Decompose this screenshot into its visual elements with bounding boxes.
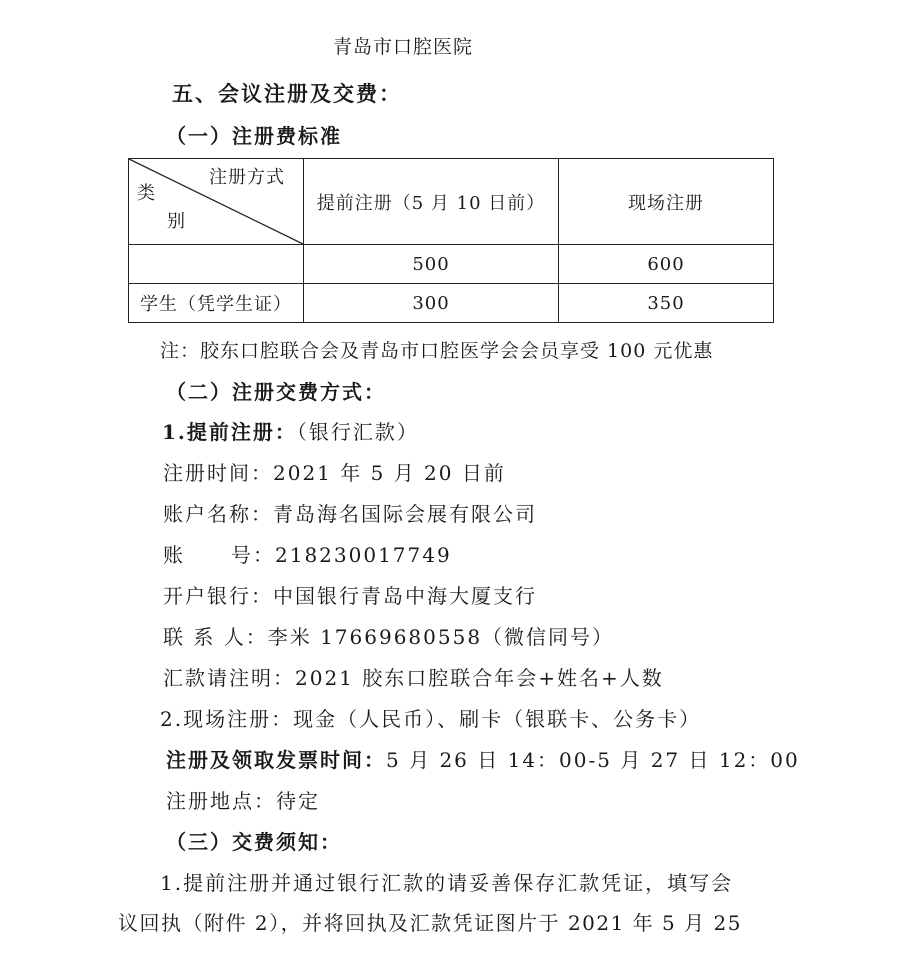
table-header-row bbox=[129, 159, 774, 245]
contact-line bbox=[163, 621, 614, 650]
onsite-registration: 2.现场注册：现金（人民币）、刷卡（银联卡、公务卡） bbox=[160, 707, 702, 731]
early-registration-line bbox=[162, 416, 419, 445]
subsection-title-payment-method: （二）注册交费方式： bbox=[166, 380, 386, 404]
invoice-time: 5 月 26 日 14：00-5 月 27 日 12：00 bbox=[386, 748, 800, 772]
row-category bbox=[129, 245, 304, 284]
account-name: 账户名称：青岛海名国际会展有限公司 bbox=[163, 502, 537, 526]
invoice-time-label: 注册及领取发票时间： bbox=[166, 748, 386, 772]
row-category: 学生（凭学生证） bbox=[129, 284, 304, 323]
discount-note: 注：胶东口腔联合会及青岛市口腔医学会会员享受 100 元优惠 bbox=[160, 340, 714, 362]
account-number-line bbox=[163, 539, 452, 568]
corner-label-category-2: 别 bbox=[167, 211, 186, 232]
corner-label-category-1: 类 bbox=[137, 183, 156, 204]
column-header-early: 提前注册（5 月 10 日前） bbox=[304, 159, 559, 245]
row-early-fee: 300 bbox=[304, 284, 559, 323]
account-number-label-2: 号： bbox=[231, 543, 275, 567]
subsection-title-payment-notice: （三）交费须知： bbox=[166, 830, 342, 854]
subsection-title-fee-standard: （一）注册费标准 bbox=[166, 124, 342, 148]
notice-paragraph-line-2: 议回执（附件 2），并将回执及汇款凭证图片于 2021 年 5 月 25 bbox=[118, 911, 742, 935]
corner-label-method: 注册方式 bbox=[209, 167, 285, 188]
account-number: 218230017749 bbox=[275, 543, 452, 567]
row-early-fee: 500 bbox=[304, 245, 559, 284]
column-header-onsite: 现场注册 bbox=[559, 159, 774, 245]
header-hospital-name: 青岛市口腔医院 bbox=[333, 36, 474, 58]
fee-table bbox=[128, 158, 774, 323]
table-row bbox=[129, 284, 774, 323]
row-onsite-fee: 600 bbox=[559, 245, 774, 284]
section-title-registration: 五、会议注册及交费： bbox=[172, 81, 402, 106]
contact-info: 李米 17669680558（微信同号） bbox=[267, 625, 615, 649]
row-onsite-fee: 350 bbox=[559, 284, 774, 323]
registration-location: 注册地点：待定 bbox=[166, 789, 320, 813]
table-corner-cell bbox=[129, 159, 304, 245]
registration-deadline: 注册时间：2021 年 5 月 20 日前 bbox=[163, 461, 506, 485]
account-number-label-1: 账 bbox=[163, 543, 185, 567]
notice-paragraph-line-1: 1.提前注册并通过银行汇款的请妥善保存汇款凭证，填写会 bbox=[160, 871, 734, 895]
contact-label: 联 系 人： bbox=[163, 625, 268, 649]
early-registration-method: （银行汇款） bbox=[296, 420, 419, 444]
remittance-remark: 汇款请注明：2021 胶东口腔联合年会+姓名+人数 bbox=[163, 666, 664, 690]
bank-name: 开户银行：中国银行青岛中海大厦支行 bbox=[163, 584, 537, 608]
invoice-time-line bbox=[166, 744, 800, 773]
early-registration-label: 1.提前注册： bbox=[162, 420, 297, 444]
table-row bbox=[129, 245, 774, 284]
